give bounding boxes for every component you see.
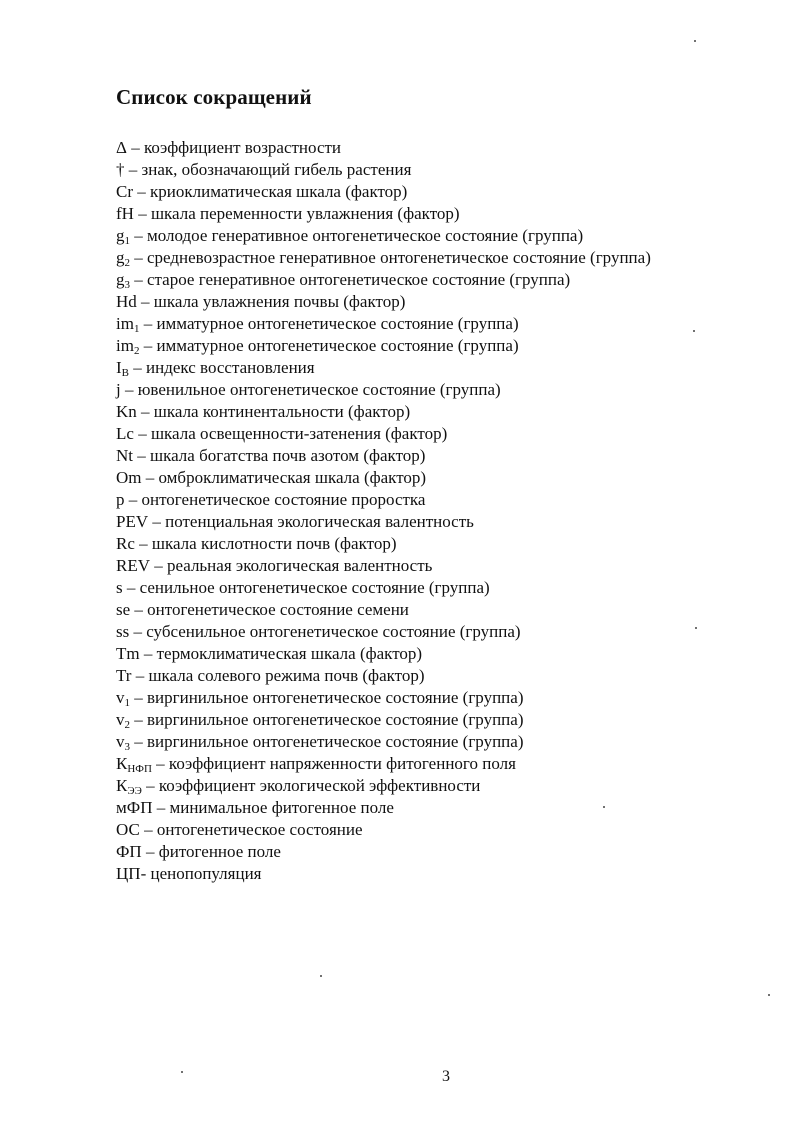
abbreviation-definition: шкала кислотности почв (фактор) [151,534,397,553]
abbreviation-definition: онтогенетическое состояние семени [147,600,409,619]
abbreviation-term: Rc [116,534,135,553]
abbreviation-term: I [116,358,122,377]
abbreviation-separator: – [130,732,147,751]
abbreviation-definition: шкала переменности увлажнения (фактор) [150,204,460,223]
abbreviation-definition: криоклиматическая шкала (фактор) [150,182,408,201]
abbreviation-term: REV [116,556,150,575]
abbreviation-separator: – [130,248,147,267]
scan-speck [695,627,697,629]
abbreviation-entry [116,577,651,599]
abbreviation-term: Kn [116,402,137,421]
abbreviation-definition: шкала освещенности-затенения (фактор) [150,424,448,443]
abbreviation-separator: – [133,424,151,443]
abbreviation-entry [116,423,651,445]
abbreviation-entry [116,819,651,841]
abbreviation-definition: виргинильное онтогенетическое состояние (группа) [147,710,524,729]
abbreviation-entry [116,313,651,335]
abbreviation-entry [116,555,651,577]
abbreviation-separator: – [130,270,147,289]
abbreviation-term: s [116,578,123,597]
abbreviation-term: ФП [116,842,142,861]
abbreviation-subscript: 1 [133,323,140,335]
abbreviation-definition: минимальное фитогенное поле [169,798,394,817]
abbreviation-separator: – [139,336,157,355]
abbreviation-separator: – [120,380,138,399]
abbreviation-definition: сенильное онтогенетическое состояние (группа) [139,578,490,597]
abbreviation-term: мФП [116,798,153,817]
abbreviation-term: Tm [116,644,140,663]
abbreviation-subscript: 1 [124,235,130,247]
abbreviation-entry [116,621,651,643]
abbreviation-entry [116,137,651,159]
abbreviation-separator: – [150,556,167,575]
abbreviation-separator: – [133,446,150,465]
abbreviation-entry [116,203,651,225]
abbreviation-definition: индекс восстановления [146,358,315,377]
abbreviation-term: v [116,710,125,729]
abbreviation-term: ss [116,622,130,641]
abbreviation-entry [116,709,651,731]
abbreviation-term: Cr [116,182,133,201]
abbreviation-term: g [116,226,125,245]
abbreviation-subscript: НФП [127,763,152,775]
abbreviation-subscript: 2 [124,257,130,269]
abbreviation-definition: шкала континентальности (фактор) [153,402,411,421]
abbreviation-separator: – [141,842,159,861]
abbreviation-definition: онтогенетическое состояние [156,820,363,839]
abbreviation-term: fH [116,204,134,223]
abbreviation-separator: – [130,688,147,707]
abbreviation-term: Lc [116,424,134,443]
abbreviation-subscript: B [121,367,130,379]
abbreviation-subscript: 3 [124,741,130,753]
abbreviation-entry [116,269,651,291]
abbreviation-separator: – [133,204,151,223]
abbreviation-entry [116,797,651,819]
abbreviation-definition: шкала увлажнения почвы (фактор) [153,292,406,311]
abbreviation-definition: коэффициент экологической эффективности [158,776,481,795]
abbreviation-definition: знак, обозначающий гибель растения [141,160,412,179]
abbreviation-definition: виргинильное онтогенетическое состояние (группа) [147,688,524,707]
abbreviation-definition: субсенильное онтогенетическое состояние (группа) [146,622,521,641]
abbreviation-list [116,137,651,885]
abbreviation-term: Hd [116,292,137,311]
abbreviation-definition: ценопопуляция [150,864,262,883]
abbreviation-separator: – [130,226,147,245]
abbreviation-definition: термоклиматическая шкала (фактор) [156,644,423,663]
abbreviation-separator: – [134,534,152,553]
abbreviation-separator: – [131,666,149,685]
abbreviation-entry [116,225,651,247]
abbreviation-separator: – [130,710,147,729]
abbreviation-entry [116,841,651,863]
abbreviation-entry [116,467,651,489]
page-number: 3 [442,1068,450,1085]
abbreviation-term: ЦП [116,864,141,883]
abbreviation-entry [116,775,651,797]
abbreviation-entry [116,247,651,269]
abbreviation-separator: – [124,490,142,509]
abbreviation-separator: – [136,292,154,311]
abbreviation-separator: – [129,358,147,377]
abbreviation-entry [116,159,651,181]
abbreviation-definition: имматурное онтогенетическое состояние (группа) [156,336,519,355]
abbreviation-subscript: 3 [124,279,130,291]
scan-speck [181,1071,183,1073]
abbreviation-separator: – [126,138,144,157]
scan-speck [603,806,605,808]
abbreviation-entry [116,291,651,313]
scan-speck [768,994,770,996]
abbreviation-definition: реальная экологическая валентность [167,556,433,575]
abbreviation-definition: омброклиматическая шкала (фактор) [158,468,427,487]
abbreviation-separator: – [152,798,170,817]
abbreviation-term: † [116,160,125,179]
abbreviation-term: v [116,688,125,707]
abbreviation-entry [116,731,651,753]
abbreviation-entry [116,511,651,533]
abbreviation-term: К [116,776,128,795]
abbreviation-separator: – [136,402,154,421]
abbreviation-entry [116,643,651,665]
abbreviation-term: ОС [116,820,140,839]
abbreviation-definition: коэффициент возрастности [143,138,342,157]
abbreviation-entry [116,357,651,379]
abbreviation-entry [116,687,651,709]
abbreviation-separator: – [122,578,140,597]
abbreviation-entry [116,489,651,511]
scan-speck [693,330,695,332]
abbreviation-subscript: 1 [124,697,130,709]
abbreviation-term: im [116,336,134,355]
abbreviation-definition: ювенильное онтогенетическое состояние (группа) [137,380,501,399]
abbreviation-definition: коэффициент напряженности фитогенного поля [168,754,516,773]
abbreviation-separator: – [133,182,150,201]
abbreviation-separator: – [151,754,169,773]
abbreviation-definition: средневозрастное генеративное онтогенетическое состояние (группа) [147,248,651,267]
abbreviation-separator: – [139,314,157,333]
abbreviation-term: v [116,732,125,751]
abbreviation-entry [116,181,651,203]
abbreviation-term: Δ [116,138,127,157]
abbreviation-term: Nt [116,446,133,465]
abbreviation-entry [116,401,651,423]
abbreviation-separator: – [124,160,142,179]
abbreviation-definition: старое генеративное онтогенетическое состояние (группа) [147,270,571,289]
abbreviation-subscript: 2 [124,719,130,731]
abbreviation-separator: – [148,512,166,531]
abbreviation-definition: шкала солевого режима почв (фактор) [148,666,425,685]
abbreviation-term: Om [116,468,142,487]
abbreviation-entry [116,665,651,687]
scan-speck [694,40,696,42]
abbreviation-definition: имматурное онтогенетическое состояние (группа) [156,314,519,333]
abbreviation-term: p [116,490,125,509]
abbreviation-definition: фитогенное поле [158,842,281,861]
scan-speck [320,975,322,977]
abbreviation-entry [116,599,651,621]
abbreviation-separator: – [130,600,148,619]
abbreviation-definition: онтогенетическое состояние проростка [141,490,426,509]
abbreviation-term: im [116,314,134,333]
abbreviation-entry [116,753,651,775]
abbreviation-separator: – [141,468,159,487]
abbreviation-term: Tr [116,666,132,685]
abbreviation-definition: потенциальная экологическая валентность [165,512,474,531]
abbreviation-separator: - [140,864,151,883]
abbreviation-separator: – [141,776,159,795]
abbreviation-entry [116,379,651,401]
abbreviation-separator: – [129,622,147,641]
abbreviation-entry [116,335,651,357]
abbreviation-term: j [116,380,121,399]
abbreviation-definition: молодое генеративное онтогенетическое состояние (группа) [147,226,584,245]
abbreviation-term: g [116,248,125,267]
abbreviation-separator: – [139,644,157,663]
abbreviation-subscript: ЭЭ [127,785,142,797]
abbreviation-definition: виргинильное онтогенетическое состояние (группа) [147,732,524,751]
abbreviation-term: g [116,270,125,289]
abbreviation-separator: – [139,820,157,839]
page-title: Список сокращений [116,85,312,109]
abbreviation-term: К [116,754,128,773]
abbreviation-entry [116,533,651,555]
abbreviation-subscript: 2 [133,345,140,357]
abbreviation-definition: шкала богатства почв азотом (фактор) [150,446,426,465]
abbreviation-entry [116,863,651,885]
abbreviation-term: PEV [116,512,149,531]
abbreviation-entry [116,445,651,467]
abbreviation-term: se [116,600,131,619]
